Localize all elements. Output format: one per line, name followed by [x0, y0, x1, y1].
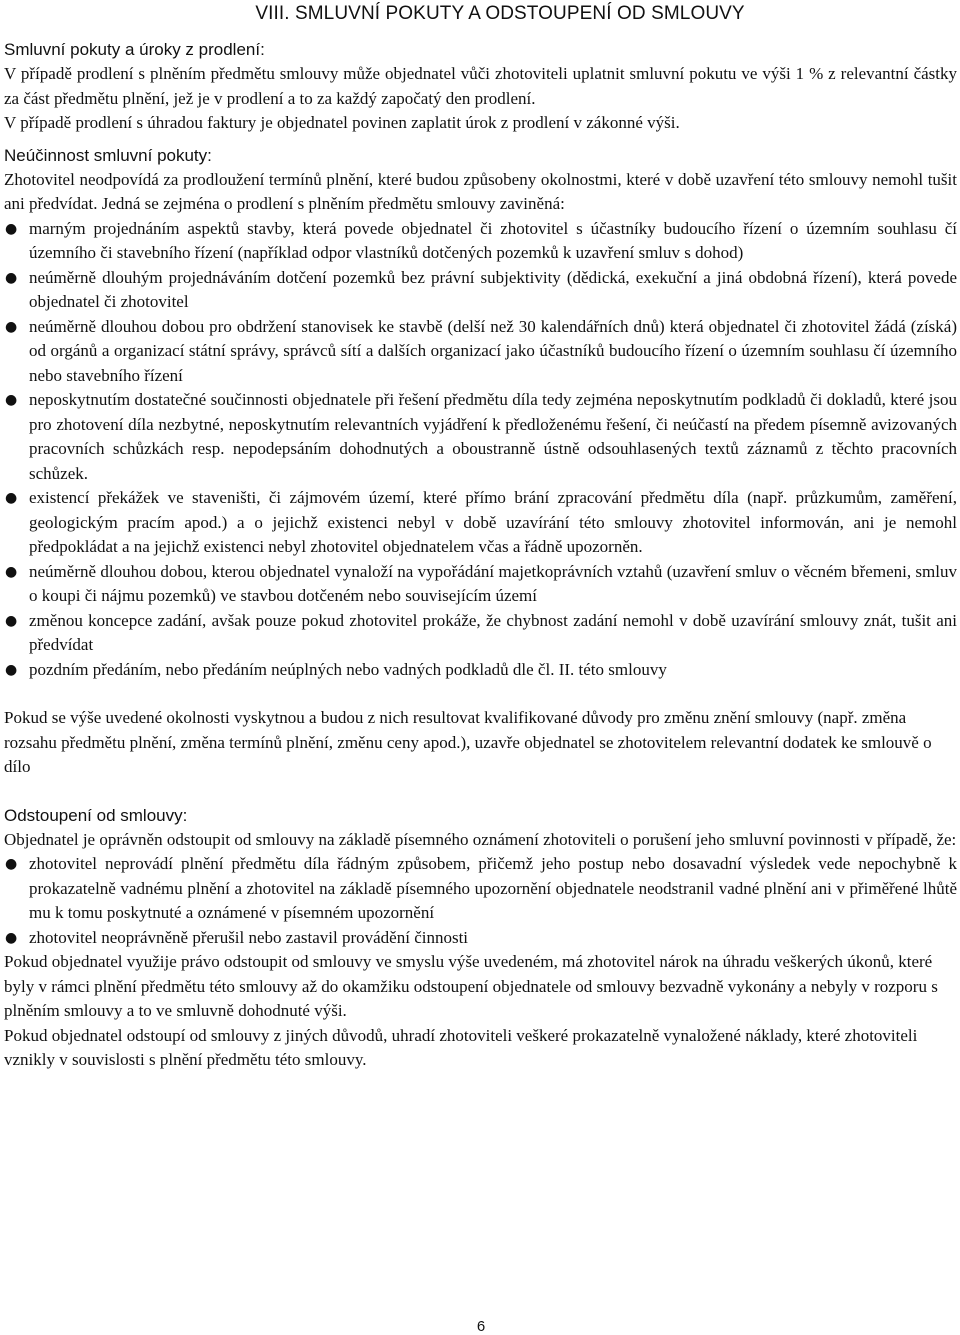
list-item: ● změnou koncepce zadání, avšak pouze pokud zhotovitel prokáže, že chybnost zadání nemohl v době uzavírání smlouvy znát, tušit ani předvídat	[5, 610, 957, 654]
bullet-icon: ●	[5, 563, 18, 580]
chapter-title: VIII. SMLUVNÍ POKUTY A ODSTOUPENÍ OD SMLOUVY	[255, 3, 745, 24]
paragraph-withdrawal-intro: Objednatel je oprávněn odstoupit od smlouvy na základě písemného oznámení zhotoviteli o porušení jeho smluvní povinnosti v případě, že:	[4, 829, 957, 849]
list-item: ● existencí překážek ve staveništi, či zájmovém území, které přímo brání zpracování předmětu díla (např. průzkumům, zaměření, geologickým pracím apod.) a o jejichž existenci nebyl v době uzavírání této smlouvy zhotovitel informován, ani je nemohl předpokládat a na jejichž existenci nebyl zhotovitel objednatelem včas a řádně upozorněn.	[5, 488, 957, 556]
list-item: ● zhotovitel neprovádí plnění předmětu díla řádným způsobem, přičemž jeho postup nebo dosavadní výsledek vede nepochybně k prokazatelně vadnému plnění a zhotovitel na základě písemného upozornění objednatele neodstranil vadné plnění ani v přiměřené lhůtě mu k tomu poskytnuté a oznámené v písemném upozornění	[5, 854, 957, 922]
page-number: 6	[476, 1318, 486, 1335]
list-item: ● marným projednáním aspektů stavby, která povede objednatel či zhotovitel s účastníky budoucího řízení o územním souhlasu čí územního či stavebního řízení (například odpor vlastníků dotčených pozemků k uzavření smluv s dohod)	[5, 218, 957, 262]
paragraph-other-reasons: Pokud objednatel odstoupí od smlouvy z jiných důvodů, uhradí zhotoviteli veškeré prokazatelně vynaložené náklady, které zhotoviteli vznikly v souvislosti s plnění předmětu této smlouvy.	[4, 1025, 918, 1069]
bullet-icon: ●	[5, 392, 18, 408]
paragraph-withdrawal-compensation: Pokud objednatel využije právo odstoupit od smlouvy ve smyslu výše uvedeném, má zhotovitel nárok na úhradu veškerých úkonů, které byly v rámci plnění předmětu této smlouvy až do okamžiku odstoupení objednatele od smlouvy bezvadně vykonány a nebyly v rozporu s plněním smlouvy a to ve smluvně dohodnuté výši.	[4, 952, 938, 1020]
paragraph-late-interest: V případě prodlení s úhradou faktury je objednatel povinen zaplatit úrok z prodlení v zákonné výši.	[4, 113, 680, 132]
section-heading-ineffectiveness: Neúčinnost smluvní pokuty:	[4, 145, 212, 165]
paragraph-delay-penalty: V případě prodlení s plněním předmětu smlouvy může objednatel vůči zhotoviteli uplatnit smluvní pokutu ve výši 1 % z relevantní částky za část předmětu plnění, jež je v prodlení a to za každý započatý den prodlení.	[4, 64, 957, 108]
ineffectiveness-list	[4, 217, 957, 683]
list-item: ● pozdním předáním, nebo předáním neúplných nebo vadných podkladů dle čl. II. této smlouvy	[4, 658, 957, 683]
paragraph-amendment: Pokud se výše uvedené okolnosti vyskytnou a budou z nich resultovat kvalifikované důvody pro změnu znění smlouvy (např. změna rozsahu předmětu plnění, změna termínů plnění, změnu ceny apod.), uzavře objednatel se zhotovitelem relevantní dodatek ke smlouvě o dílo	[4, 708, 932, 776]
list-item: ● neúměrně dlouhou dobou pro obdržení stanovisek ke stavbě (delší než 30 kalendářních dnů) která objednatel či zhotovitel žádá (získá) od orgánů a organizací státní správy, správců sítí a dalších organizací jako účastníků budoucího řízení o územním souhlasu čí územního nebo stavebního řízení	[5, 316, 957, 385]
bullet-icon: ●	[5, 220, 18, 237]
list-item: ● neúměrně dlouhou dobou, kterou objednatel vynaloží na vypořádání majetkoprávních vztahů (uzavření smluv o věcném břemeni, smluv o koupi či nájmu pozemků) ve stavbou dotčeném nebo souvisejícím území	[5, 561, 957, 605]
list-item: ● neúměrně dlouhým projednáváním dotčení pozemků bez právní subjektivity (dědická, exekuční a jiná obdobná řízení), která povede objednatel či zhotovitel	[5, 267, 957, 311]
withdrawal-list	[4, 852, 957, 950]
page-content	[4, 38, 957, 1073]
list-item: ● zhotovitel neoprávněně přerušil nebo zastavil provádění činnosti	[4, 926, 957, 951]
section-heading-penalties: Smluvní pokuty a úroky z prodlení:	[4, 40, 265, 59]
bullet-icon: ●	[5, 856, 18, 872]
list-item: ● neposkytnutím dostatečné součinnosti objednatele při řešení předmětu díla tedy zejména neposkytnutím podkladů či dokladů, které jsou pro zhotovení díla nezbytné, neposkytnutím relevantních vyjádření k předloženému řešení, či neúčastí na předem písemně avizovaných pracovních schůzkách resp. nepodepsáním dohodnutých a oboustranně ústně odsouhlasených textů záznamů z těchto pracovních schůzek.	[5, 390, 957, 483]
bullet-icon: ●	[5, 661, 18, 678]
bullet-icon: ●	[5, 269, 18, 286]
paragraph-ineffectiveness-intro: Zhotovitel neodpovídá za prodloužení termínů plnění, které budou způsobeny okolnostmi, které v době uzavření této smlouvy nemohl tušit ani předvídat. Jedná se zejména o prodlení s plněním předmětu smlouvy zaviněná:	[4, 169, 957, 213]
bullet-icon: ●	[5, 490, 18, 506]
bullet-icon: ●	[5, 929, 18, 946]
section-heading-withdrawal: Odstoupení od smlouvy:	[4, 805, 188, 825]
bullet-icon: ●	[5, 612, 18, 629]
bullet-icon: ●	[5, 318, 18, 335]
